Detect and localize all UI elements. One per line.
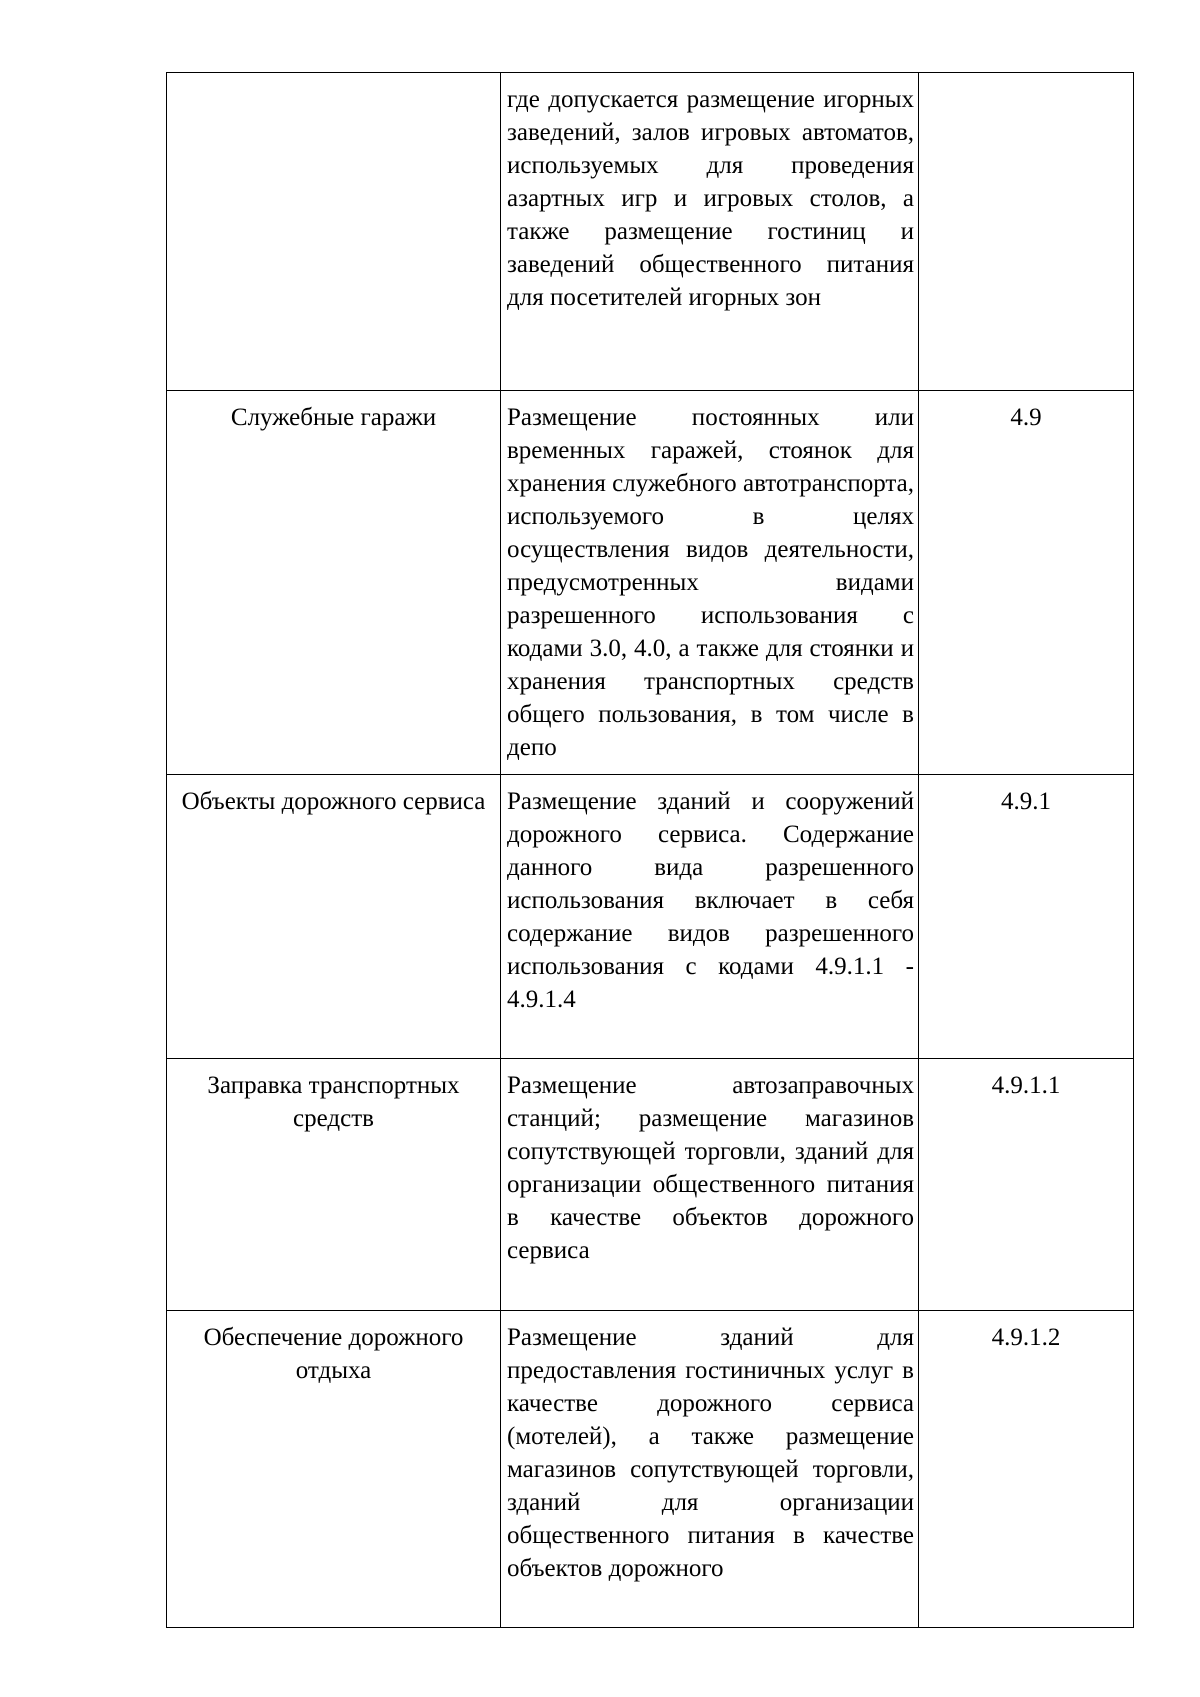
use-description: Размещение зданий и сооружений дорожного сервиса. Содержание данного вида разрешенного использования включает в себя содержание видов разрешенного использования с кодами 4.9.1.1 - 4.9.1.4 [507,788,914,1013]
use-description: где допускается размещение игорных заведений, залов игровых автоматов, используемых для проведения азартных игр и игровых столов, а также размещение гостиниц и заведений общественного питания для посетителей игорных зон [507,86,914,311]
use-description-cell [501,391,919,775]
use-code-cell: 4.9.1 [919,775,1134,1059]
use-description-cell [501,73,919,391]
use-description-cell [501,1311,919,1628]
table-row [167,1311,1134,1628]
use-description: Размещение постоянных или временных гаражей, стоянок для хранения служебного автотранспорта, используемого в целях осуществления видов деятельности, предусмотренных видами разрешенного использования с кодами 3.0, 4.0, а также для стоянки и хранения транспортных средств общего пользования, в том числе в депо [507,404,914,761]
use-code-cell: 4.9.1.2 [919,1311,1134,1628]
use-code-cell [919,73,1134,391]
use-name-cell: Служебные гаражи [167,391,501,775]
use-description-cell [501,775,919,1059]
use-name-cell [167,73,501,391]
table-row [167,391,1134,775]
table-row [167,775,1134,1059]
use-description: Размещение автозаправочных станций; размещение магазинов сопутствующей торговли, зданий для организации общественного питания в качестве объектов дорожного сервиса [507,1072,914,1264]
use-code-cell: 4.9.1.1 [919,1059,1134,1311]
land-use-table [166,72,1134,1628]
use-code-cell: 4.9 [919,391,1134,775]
table-row [167,73,1134,391]
use-name-cell: Обеспечение дорожного отдыха [167,1311,501,1628]
use-description: Размещение зданий для предоставления гостиничных услуг в качестве дорожного сервиса (мотелей), а также размещение магазинов сопутствующей торговли, зданий для организации общественного питания в качестве объектов дорожного [507,1324,914,1582]
use-description-cell [501,1059,919,1311]
table-row [167,1059,1134,1311]
use-name-cell: Заправка транспортных средств [167,1059,501,1311]
use-name-cell: Объекты дорожного сервиса [167,775,501,1059]
